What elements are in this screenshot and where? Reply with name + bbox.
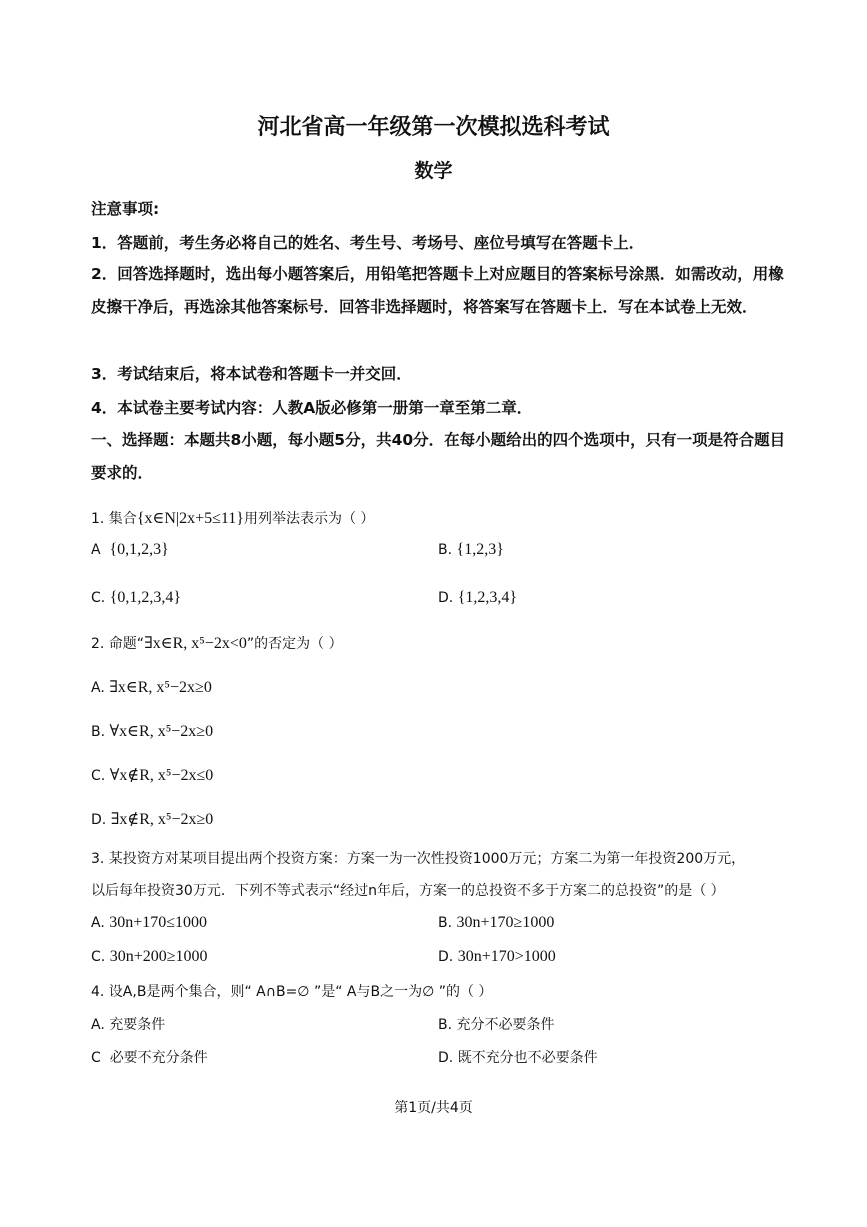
question-2 <box>91 633 343 653</box>
q1-option-b: B. {1,2,3} <box>438 541 504 558</box>
notice-item-2: 2．回答选择题时，选出每小题答案后，用铅笔把答题卡上对应题目的答案标号涂黑．如需改动，用橡皮擦干净后，再选涂其他答案标号．回答非选择题时，将答案写在答题卡上．写在本试卷上无效． <box>91 265 784 316</box>
question-2-suffix: ”的否定为（ ） <box>246 636 343 652</box>
notice-heading: 注意事项: <box>91 200 160 218</box>
question-2-prefix: 2. 命题“ <box>91 636 145 652</box>
question-1 <box>91 508 374 528</box>
question-1-math: {x∈N|2x+5≤11} <box>136 510 244 527</box>
q1-option-c: C. {0,1,2,3,4} <box>91 589 182 606</box>
q3-option-a: A. 30n+170≤1000 <box>91 914 208 931</box>
q1-option-d: D. {1,2,3,4} <box>438 589 518 606</box>
q2-option-c: C. ∀x∉R, x⁵−2x≤0 <box>91 767 214 784</box>
question-2-math: ∃x∈R, x⁵−2x<0 <box>144 635 247 652</box>
q3-option-b: B. 30n+170≥1000 <box>438 914 555 931</box>
section-heading: 一、选择题：本题共8小题，每小题5分，共40分．在每小题给出的四个选项中，只有一项是符合题目要求的． <box>91 431 786 482</box>
q3-option-d: D. 30n+170>1000 <box>438 948 556 965</box>
page-number: 第1页/共4页 <box>394 1100 473 1116</box>
notice-item-1: 1．答题前，考生务必将自己的姓名、考生号、考场号、座位号填写在答题卡上． <box>91 234 645 252</box>
question-1-suffix: 用列举法表示为（ ） <box>243 511 375 527</box>
question-3-line-1: 3. 某投资方对某项目提出两个投资方案：方案一为一次性投资1000万元；方案二为第一年投资200万元， <box>91 851 746 867</box>
question-1-prefix: 1. 集合 <box>91 511 137 527</box>
exam-title: 河北省高一年级第一次模拟选科考试 <box>257 115 610 140</box>
notice-item-4: 4．本试卷主要考试内容：人教A版必修第一册第一章至第二章． <box>91 399 533 417</box>
q3-option-c: C. 30n+200≥1000 <box>91 948 208 965</box>
question-3-line-2: 以后每年投资30万元．下列不等式表示“经过n年后，方案一的总投资不多于方案二的总投资”的是（ ） <box>91 883 725 899</box>
notice-item-3: 3．考试结束后，将本试卷和答题卡一并交回． <box>91 365 412 383</box>
question-4: 4. 设A,B是两个集合，则“ A∩B=∅ ”是“ A与B之一为∅ ”的（ ） <box>91 984 493 1000</box>
q4-option-b: B. 充分不必要条件 <box>438 1017 555 1033</box>
q2-option-a: A. ∃x∈R, x⁵−2x≥0 <box>91 679 212 696</box>
q2-option-b: B. ∀x∈R, x⁵−2x≥0 <box>91 723 214 740</box>
q4-option-c: C 必要不充分条件 <box>91 1050 208 1066</box>
q4-option-a: A. 充要条件 <box>91 1017 166 1033</box>
q4-option-d: D. 既不充分也不必要条件 <box>438 1050 598 1066</box>
subject-title: 数学 <box>414 160 453 182</box>
q2-option-d: D. ∃x∉R, x⁵−2x≥0 <box>91 811 214 828</box>
q1-option-a: A {0,1,2,3} <box>91 541 169 558</box>
